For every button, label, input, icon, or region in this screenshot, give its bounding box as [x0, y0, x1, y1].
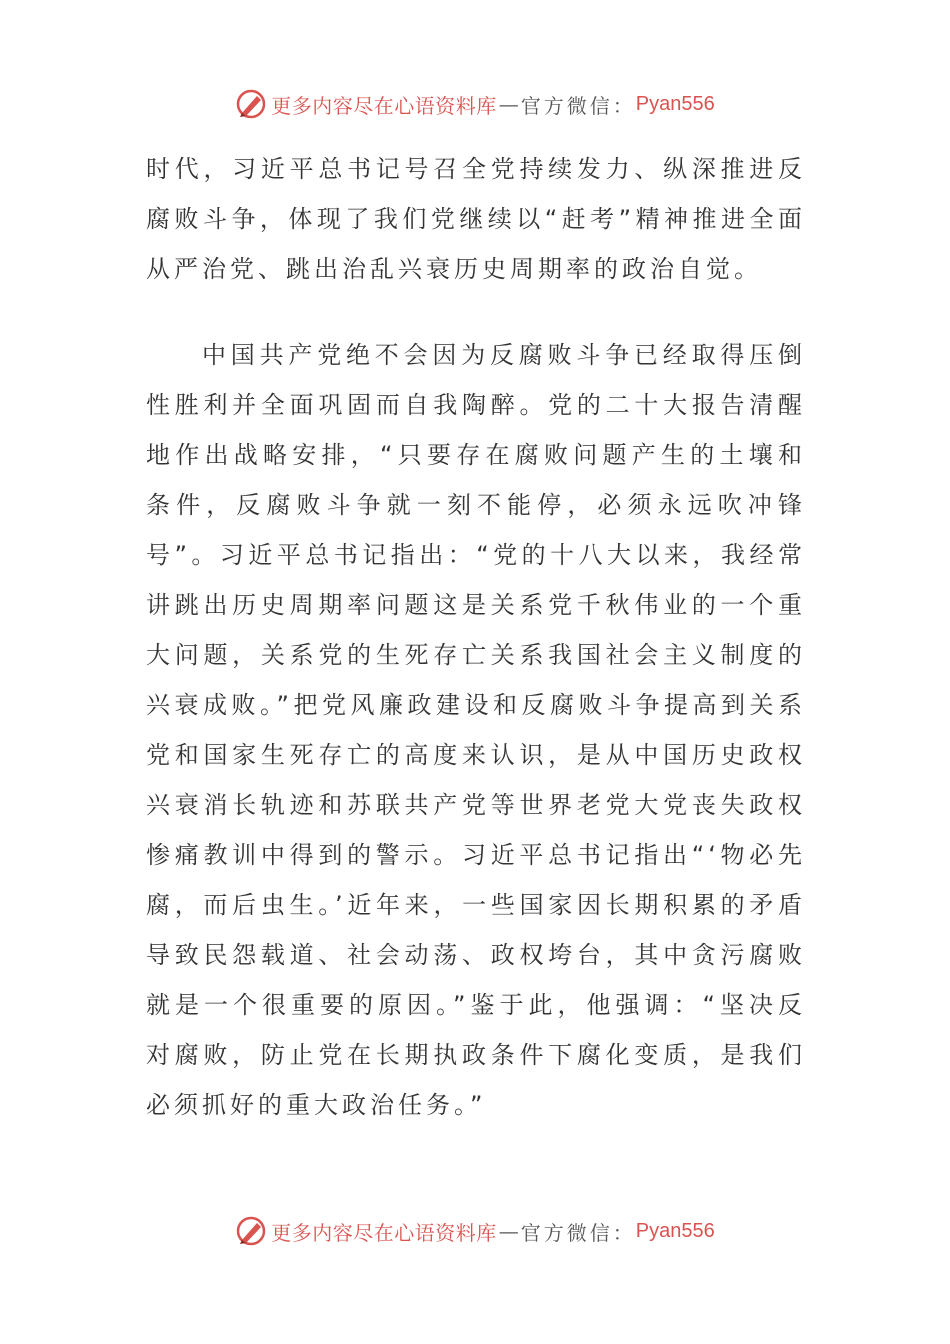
header-site-text: 更多内容尽在心语资料库	[271, 93, 497, 118]
footer-wechat-id: Pyan556	[635, 1219, 715, 1242]
header-wechat-id: Pyan556	[635, 92, 715, 115]
pen-logo-icon	[235, 1215, 267, 1247]
header-official-text: 官方微信：	[520, 93, 636, 118]
paragraph-1: 时代，习近平总书记号召全党持续发力、纵深推进反腐败斗争，体现了我们党继续以“赶考”精神推进全面从严治党、跳出治乱兴衰历史周期率的政治自觉。	[146, 155, 806, 283]
document-body	[146, 144, 806, 1130]
paragraph-gap	[146, 294, 806, 330]
footer-banner	[0, 1211, 950, 1251]
footer-dash: —	[498, 1219, 519, 1243]
pen-logo-icon	[235, 88, 267, 120]
footer-official-text: 官方微信：	[520, 1220, 636, 1245]
paragraph-2: 中国共产党绝不会因为反腐败斗争已经取得压倒性胜利并全面巩固而自我陶醉。党的二十大报告清醒地作出战略安排，“只要存在腐败问题产生的土壤和条件，反腐败斗争就一刻不能停，必须永远吹冲锋号”。习近平总书记指出：“党的十八大以来，我经常讲跳出历史周期率问题这是关系党千秋伟业的一个重大问题，关系党的生死存亡关系我国社会主义制度的兴衰成败。”把党风廉政建设和反腐败斗争提高到关系党和国家生死存亡的高度来认识，是从中国历史政权兴衰消长轨迹和苏联共产党等世界老党大党丧失政权惨痛教训中得到的警示。习近平总书记指出“‘物必先腐，而后虫生。’近年来，一些国家因长期积累的矛盾导致民怨载道、社会动荡、政权垮台，其中贪污腐败就是一个很重要的原因。”鉴于此，他强调：“坚决反对腐败，防止党在长期执政条件下腐化变质，是我们必须抓好的重大政治任务。”	[146, 341, 806, 1119]
header-dash: —	[498, 92, 519, 116]
header-banner	[0, 84, 950, 124]
footer-site-text: 更多内容尽在心语资料库	[271, 1220, 497, 1245]
